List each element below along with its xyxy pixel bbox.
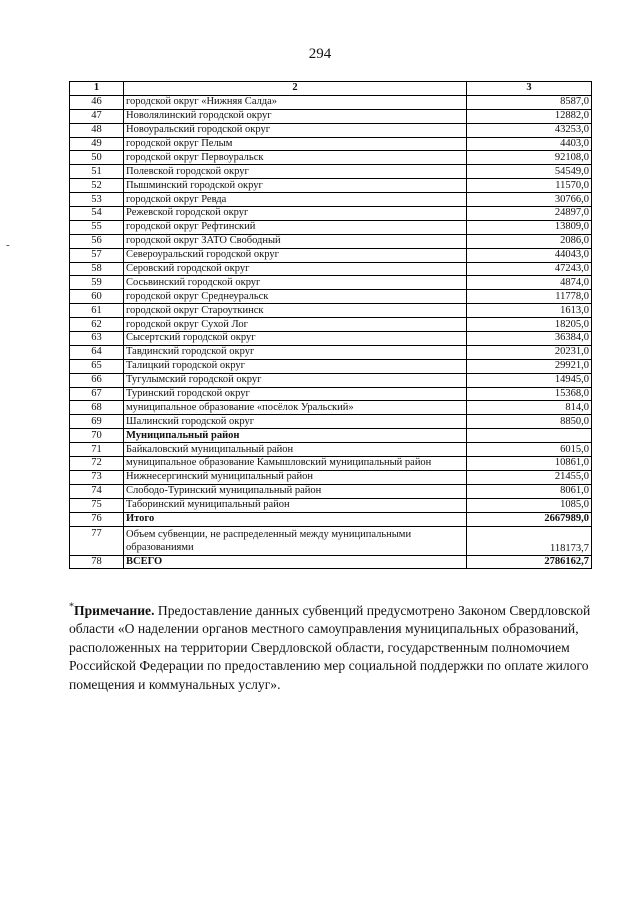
row-value-cell: 10861,0 [467,457,592,471]
row-name-cell: городской округ «Нижняя Салда» [124,95,467,109]
table-row [70,262,592,276]
table-row [70,220,592,234]
table-row [70,95,592,109]
row-number-cell: 75 [70,498,124,512]
row-name-cell: городской округ Рефтинский [124,220,467,234]
row-number-cell: 74 [70,484,124,498]
row-value-cell: 2086,0 [467,234,592,248]
table-row [70,304,592,318]
table-row [70,555,592,569]
note-asterisk: * [69,601,74,613]
row-value-cell: 92108,0 [467,151,592,165]
row-number-cell: 66 [70,373,124,387]
row-name-cell: Нижнесергинский муниципальный район [124,470,467,484]
row-value-cell: 118173,7 [467,526,592,555]
row-number-cell: 47 [70,109,124,123]
table-row [70,401,592,415]
row-value-cell: 2786162,7 [467,555,592,569]
row-value-cell: 24897,0 [467,207,592,221]
row-value-cell: 2667989,0 [467,512,592,526]
row-name-cell: Итого [124,512,467,526]
row-name-cell: городской округ ЗАТО Свободный [124,234,467,248]
row-name-cell: муниципальное образование Камышловский муниципальный район [124,457,467,471]
row-number-cell: 68 [70,401,124,415]
table-row [70,137,592,151]
row-number-cell: 76 [70,512,124,526]
row-name-cell: Слободо-Туринский муниципальный район [124,484,467,498]
row-name-cell: Талицкий городской округ [124,359,467,373]
header-col-1: 1 [70,82,124,96]
table-row [70,290,592,304]
row-value-cell [467,429,592,443]
row-value-cell: 36384,0 [467,332,592,346]
row-name-cell: Объем субвенции, не распределенный между муниципальными образованиями [124,526,467,555]
table-row [70,345,592,359]
row-name-cell: Тавдинский городской округ [124,345,467,359]
row-name-cell: Режевской городской округ [124,207,467,221]
table-row [70,123,592,137]
table-row [70,484,592,498]
header-col-2: 2 [124,82,467,96]
row-value-cell: 14945,0 [467,373,592,387]
row-name-cell: Полевской городской округ [124,165,467,179]
row-name-cell: Шалинский городской округ [124,415,467,429]
table-row [70,387,592,401]
row-value-cell: 44043,0 [467,248,592,262]
row-number-cell: 71 [70,443,124,457]
row-number-cell: 67 [70,387,124,401]
row-name-cell: Новолялинский городской округ [124,109,467,123]
note-text: Предоставление данных субвенций предусмотрено Законом Свердловской области «О наделении органов местного самоуправления муниципальных образований, расположенных на территории Свердловской области, государственным полномочием Российской Федерации по предоставлению мер социальной поддержки по оплате жилого помещения и коммунальных услуг». [69,602,591,692]
row-value-cell: 8587,0 [467,95,592,109]
row-value-cell: 8850,0 [467,415,592,429]
row-value-cell: 43253,0 [467,123,592,137]
table-row [70,526,592,555]
table-row [70,415,592,429]
row-number-cell: 62 [70,318,124,332]
row-number-cell: 53 [70,193,124,207]
row-value-cell: 11570,0 [467,179,592,193]
row-value-cell: 18205,0 [467,318,592,332]
row-value-cell: 1613,0 [467,304,592,318]
row-name-cell: Тугулымский городской округ [124,373,467,387]
row-name-cell: Туринский городской округ [124,387,467,401]
row-value-cell: 12882,0 [467,109,592,123]
table-row [70,248,592,262]
row-value-cell: 13809,0 [467,220,592,234]
table-row [70,207,592,221]
table-row [70,318,592,332]
row-name-cell: Сосьвинский городской округ [124,276,467,290]
row-value-cell: 20231,0 [467,345,592,359]
note-label: Примечание. [74,602,155,618]
row-name-cell: городской округ Сухой Лог [124,318,467,332]
row-name-cell: Таборинский муниципальный район [124,498,467,512]
row-name-cell: городской округ Пелым [124,137,467,151]
row-value-cell: 21455,0 [467,470,592,484]
row-number-cell: 61 [70,304,124,318]
table-row [70,359,592,373]
row-name-cell: ВСЕГО [124,555,467,569]
row-name-cell: Муниципальный район [124,429,467,443]
table-row [70,498,592,512]
row-number-cell: 65 [70,359,124,373]
row-name-cell: Серовский городской округ [124,262,467,276]
row-value-cell: 4874,0 [467,276,592,290]
row-value-cell: 11778,0 [467,290,592,304]
row-value-cell: 4403,0 [467,137,592,151]
row-number-cell: 55 [70,220,124,234]
row-number-cell: 54 [70,207,124,221]
table-row [70,234,592,248]
row-number-cell: 57 [70,248,124,262]
row-name-cell: муниципальное образование «посёлок Уральский» [124,401,467,415]
table-row [70,457,592,471]
note-paragraph [69,602,593,695]
row-name-cell: Пышминский городской округ [124,179,467,193]
page-number: 294 [308,46,332,62]
row-number-cell: 51 [70,165,124,179]
row-number-cell: 58 [70,262,124,276]
table-row [70,276,592,290]
row-value-cell: 6015,0 [467,443,592,457]
row-number-cell: 59 [70,276,124,290]
row-name-cell: Североуральский городской округ [124,248,467,262]
row-name-cell: городской округ Староуткинск [124,304,467,318]
row-number-cell: 49 [70,137,124,151]
row-number-cell: 78 [70,555,124,569]
row-value-cell: 47243,0 [467,262,592,276]
row-value-cell: 15368,0 [467,387,592,401]
margin-mark: - [6,239,10,251]
row-number-cell: 60 [70,290,124,304]
row-name-cell: Сысертский городской округ [124,332,467,346]
row-name-cell: городской округ Ревда [124,193,467,207]
row-number-cell: 48 [70,123,124,137]
row-number-cell: 56 [70,234,124,248]
row-number-cell: 69 [70,415,124,429]
table-row [70,429,592,443]
header-col-3: 3 [467,82,592,96]
table-body [70,82,592,569]
row-number-cell: 73 [70,470,124,484]
row-value-cell: 814,0 [467,401,592,415]
row-number-cell: 50 [70,151,124,165]
table-row [70,109,592,123]
row-number-cell: 52 [70,179,124,193]
row-value-cell: 1085,0 [467,498,592,512]
row-number-cell: 77 [70,526,124,555]
table-row [70,332,592,346]
row-value-cell: 29921,0 [467,359,592,373]
table-row [70,443,592,457]
row-name-cell: Байкаловский муниципальный район [124,443,467,457]
row-number-cell: 72 [70,457,124,471]
table-row [70,151,592,165]
row-value-cell: 54549,0 [467,165,592,179]
table-row [70,165,592,179]
table-row [70,373,592,387]
table-row [70,470,592,484]
subsidy-table [69,81,592,569]
table-row [70,179,592,193]
row-number-cell: 64 [70,345,124,359]
row-number-cell: 46 [70,95,124,109]
row-number-cell: 63 [70,332,124,346]
row-value-cell: 30766,0 [467,193,592,207]
table-header-row [70,82,592,96]
table-row [70,512,592,526]
row-name-cell: Новоуральский городской округ [124,123,467,137]
row-number-cell: 70 [70,429,124,443]
row-value-cell: 8061,0 [467,484,592,498]
row-name-cell: городской округ Среднеуральск [124,290,467,304]
table-row [70,193,592,207]
row-name-cell: городской округ Первоуральск [124,151,467,165]
